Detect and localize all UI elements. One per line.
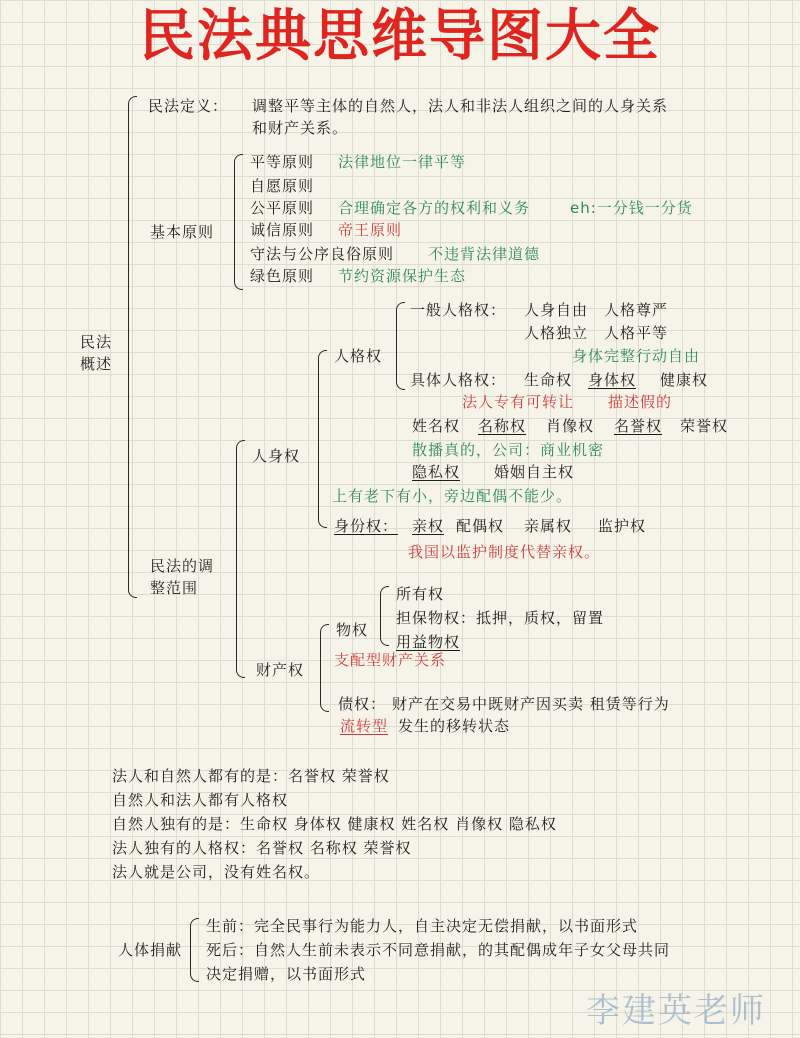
scope-brace <box>236 440 245 678</box>
real-rights-brace <box>380 586 389 646</box>
principle-fairness-note: 合理确定各方的权利和义务 <box>338 199 531 217</box>
specific-right-surname: 姓名权 <box>412 417 461 435</box>
root-label-2: 概述 <box>80 355 113 373</box>
summary-line-5: 法人就是公司，没有姓名权。 <box>112 863 321 881</box>
specific-right-honor: 荣誉权 <box>680 417 729 435</box>
principle-public-order: 守法与公序良俗原则 <box>250 245 395 263</box>
principle-fairness-example: eh:一分钱一分货 <box>570 199 693 217</box>
identity-right-parental: 亲权 <box>412 517 445 535</box>
real-rights-note: 支配型财产关系 <box>334 651 447 669</box>
real-rights-label: 物权 <box>336 621 369 639</box>
specific-right-reputation: 名誉权 <box>614 417 663 435</box>
scope-label-1: 民法的调 <box>150 557 215 575</box>
summary-line-3: 自然人独有的是：生命权 身体权 健康权 姓名权 肖像权 隐私权 <box>112 815 557 833</box>
specific-note-transferable: 法人专有可转让 <box>462 393 575 411</box>
definition-line-1: 调整平等主体的自然人，法人和非法人组织之间的人身关系 <box>252 97 669 115</box>
specific-note-false: 描述假的 <box>608 393 673 411</box>
specific-right-name: 名称权 <box>478 417 527 435</box>
principle-green-note: 节约资源保护生态 <box>338 267 467 285</box>
page-title: 民法典思维导图大全 <box>139 4 661 69</box>
debt-rights-line-2: 发生的移转状态 <box>398 717 511 735</box>
watermark: 李建英老师 <box>586 991 766 1031</box>
root-brace <box>128 96 137 598</box>
property-rights-brace <box>320 624 329 712</box>
principle-equality-note: 法律地位一律平等 <box>338 153 467 171</box>
principles-brace <box>234 154 243 290</box>
principle-public-order-note: 不违背法律道德 <box>428 245 541 263</box>
principles-label: 基本原则 <box>150 223 215 241</box>
personality-rights-brace <box>396 302 405 390</box>
real-right-usufruct: 用益物权 <box>396 633 461 651</box>
specific-right-portrait: 肖像权 <box>546 417 595 435</box>
specific-right-privacy: 隐私权 <box>412 463 461 481</box>
specific-note-secrets: 散播真的，公司：商业机密 <box>412 441 605 459</box>
specific-personality-label: 具体人格权： <box>410 371 507 389</box>
debt-rights-highlight: 流转型 <box>340 717 389 735</box>
summary-line-4: 法人独有的人格权：名誉权 名称权 荣誉权 <box>112 839 412 857</box>
general-personality-line-1: 人身自由 人格尊严 <box>524 301 669 319</box>
principle-equality: 平等原则 <box>250 153 315 171</box>
specific-right-health: 健康权 <box>660 371 709 389</box>
real-right-ownership: 所有权 <box>396 585 445 603</box>
specific-right-body: 身体权 <box>588 371 637 389</box>
summary-line-2: 自然人和法人都有人格权 <box>112 791 289 809</box>
specific-right-marriage: 婚姻自主权 <box>494 463 575 481</box>
donation-after-2: 决定捐赠，以书面形式 <box>206 965 367 983</box>
summary-line-1: 法人和自然人都有的是：名誉权 荣誉权 <box>112 767 390 785</box>
principle-good-faith-note: 帝王原则 <box>338 221 403 239</box>
identity-right-spouse: 配偶权 <box>456 517 505 535</box>
definition-line-2: 和财产关系。 <box>252 119 349 137</box>
identity-note: 我国以监护制度代替亲权。 <box>408 543 601 561</box>
definition-label: 民法定义： <box>148 97 229 115</box>
debt-rights-line-1: 财产在交易中既财产因买卖 租赁等行为 <box>392 695 670 713</box>
donation-label: 人体捐献 <box>118 941 183 959</box>
principle-good-faith: 诚信原则 <box>250 221 315 239</box>
general-personality-label: 一般人格权： <box>410 301 507 319</box>
personal-rights-brace <box>318 350 327 528</box>
donation-after-1: 死后：自然人生前未表示不同意捐献，的其配偶成年子女父母共同 <box>206 941 671 959</box>
scope-label-2: 整范围 <box>150 579 199 597</box>
personality-rights-label: 人格权 <box>334 347 383 365</box>
general-personality-line-2: 人格独立 人格平等 <box>524 324 669 342</box>
donation-before: 生前：完全民事行为能力人，自主决定无偿捐献，以书面形式 <box>206 917 639 935</box>
property-rights-label: 财产权 <box>256 661 305 679</box>
mnemonic: 上有老下有小，旁边配偶不能少。 <box>332 487 573 505</box>
root-label-1: 民法 <box>80 333 113 351</box>
debt-rights-label: 债权： <box>338 695 387 713</box>
general-personality-note: 身体完整行动自由 <box>572 347 701 365</box>
principle-green: 绿色原则 <box>250 267 315 285</box>
real-right-security: 担保物权：抵押，质权，留置 <box>396 609 605 627</box>
principle-fairness: 公平原则 <box>250 199 315 217</box>
donation-brace <box>190 918 199 982</box>
identity-right-guardianship: 监护权 <box>598 517 647 535</box>
principle-voluntary: 自愿原则 <box>250 177 315 195</box>
personal-rights-label: 人身权 <box>252 447 301 465</box>
specific-right-life: 生命权 <box>524 371 573 389</box>
identity-right-kinship: 亲属权 <box>524 517 573 535</box>
identity-rights-label: 身份权： <box>334 517 399 535</box>
